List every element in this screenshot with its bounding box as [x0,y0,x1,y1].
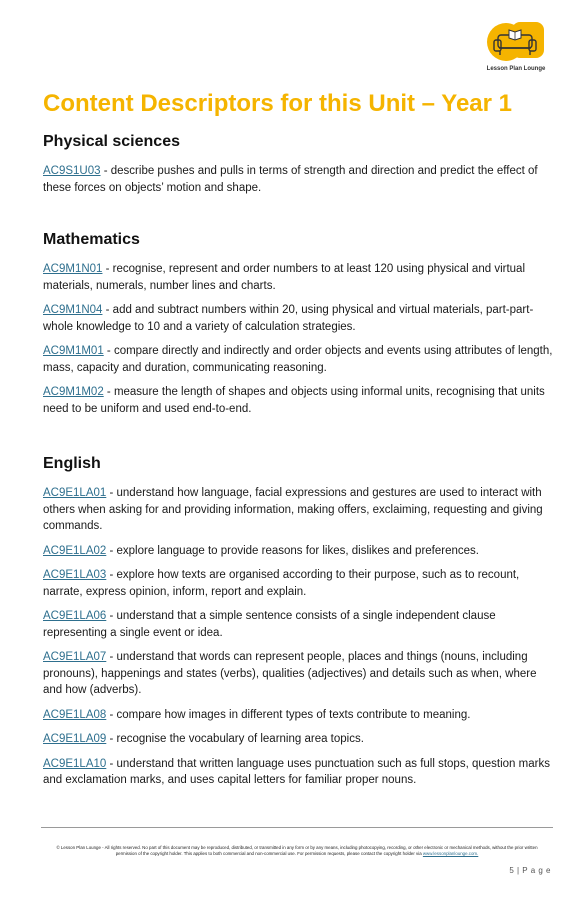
descriptor-code-link[interactable]: AC9E1LA03 [43,569,107,581]
descriptor-text: - understand how language, facial expressions and gestures are used to interact with others when asking for and providing information, making offers, exclaiming, requesting and giving commands. [43,487,543,532]
descriptor-text: - understand that a simple sentence consists of a single independent clause representing a single event or idea. [43,610,496,639]
descriptor-text: - measure the length of shapes and objects using informal units, recognising that units need to be uniform and used end-to-end. [43,386,545,415]
descriptor-code-link[interactable]: AC9E1LA10 [43,757,107,770]
descriptor-text: - compare directly and indirectly and order objects and events using attributes of length, mass, capacity and duration, communicating reasoning. [43,345,553,374]
descriptor-item [43,384,558,417]
descriptor-item [43,731,558,748]
descriptor-text: - understand that written language uses punctuation such as full stops, question marks and exclamation marks, and uses capital letters for familiar proper nouns. [43,757,550,786]
section-heading: Physical sciences [43,133,180,150]
descriptor-code-link[interactable]: AC9E1LA02 [43,544,107,557]
lesson-plan-lounge-logo [484,18,548,68]
descriptor-text: - explore language to provide reasons for likes, dislikes and preferences. [106,544,479,557]
section-mathematics [43,231,558,425]
descriptor-item [43,567,558,600]
descriptor-item [43,343,558,376]
page-title: Content Descriptors for this Unit – Year 1 [43,90,512,117]
descriptor-text: - recognise, represent and order numbers to at least 120 using physical and virtual materials, numerals, number lines and charts. [43,263,525,292]
copyright-text: © Lesson Plan Lounge - All rights reserved. No part of this document may be reproduced, distributed, or transmitted in any form or by any means, including photocopying, recording, or other electronic or mechanical methods, without the prior written permission of the copyright holder. This applies to both commercial and non-commercial use. For permission requests, please contact the copyright holder via [56,845,538,857]
descriptor-item [43,543,558,560]
descriptor-text: - recognise the vocabulary of learning area topics. [106,733,364,745]
descriptor-code-link[interactable]: AC9E1LA06 [43,610,107,622]
descriptor-item [43,649,558,699]
descriptor-code-link[interactable]: AC9E1LA01 [43,487,107,499]
descriptor-item [43,261,558,294]
descriptor-item [43,608,558,641]
section-physical-sciences [43,133,558,204]
descriptor-item [43,756,558,789]
descriptor-item [43,163,558,196]
section-heading: Mathematics [43,231,140,248]
descriptor-code-link[interactable]: AC9E1LA07 [43,651,107,663]
section-english [43,455,558,797]
descriptor-text: - add and subtract numbers within 20, using physical and virtual materials, part-part-whole knowledge to 10 and a variety of calculation strategies. [43,304,534,333]
descriptor-text: - describe pushes and pulls in terms of strength and direction and predict the effect of these forces on objects’ motion and shape. [43,165,538,194]
copyright-notice [46,845,548,857]
descriptor-code-link[interactable]: AC9S1U03 [43,165,101,177]
descriptor-item [43,302,558,335]
descriptor-code-link[interactable]: AC9E1LA08 [43,708,107,721]
descriptor-item [43,485,558,535]
descriptor-text: - understand that words can represent people, places and things (nouns, including pronouns), happenings and states (verbs), qualities (adjectives) and details such as when, where and how (adverbs). [43,651,537,696]
descriptor-code-link[interactable]: AC9M1M01 [43,345,104,357]
section-heading: English [43,455,101,472]
descriptor-text: - explore how texts are organised according to their purpose, such as to recount, narrate, express opinion, inform, report and explain. [43,569,520,598]
descriptor-text: - compare how images in different types of texts contribute to meaning. [106,708,471,721]
footer-divider [41,827,553,828]
descriptor-code-link[interactable]: AC9M1M02 [43,386,104,398]
page-number: 5 | P a g e [509,866,551,875]
website-link[interactable]: www.lessonplanlounge.com. [422,851,479,857]
logo-label: Lesson Plan Lounge [486,66,546,72]
descriptor-code-link[interactable]: AC9M1N01 [43,263,103,275]
descriptor-item [43,707,558,724]
descriptor-code-link[interactable]: AC9M1N04 [43,304,103,316]
descriptor-code-link[interactable]: AC9E1LA09 [43,733,107,745]
